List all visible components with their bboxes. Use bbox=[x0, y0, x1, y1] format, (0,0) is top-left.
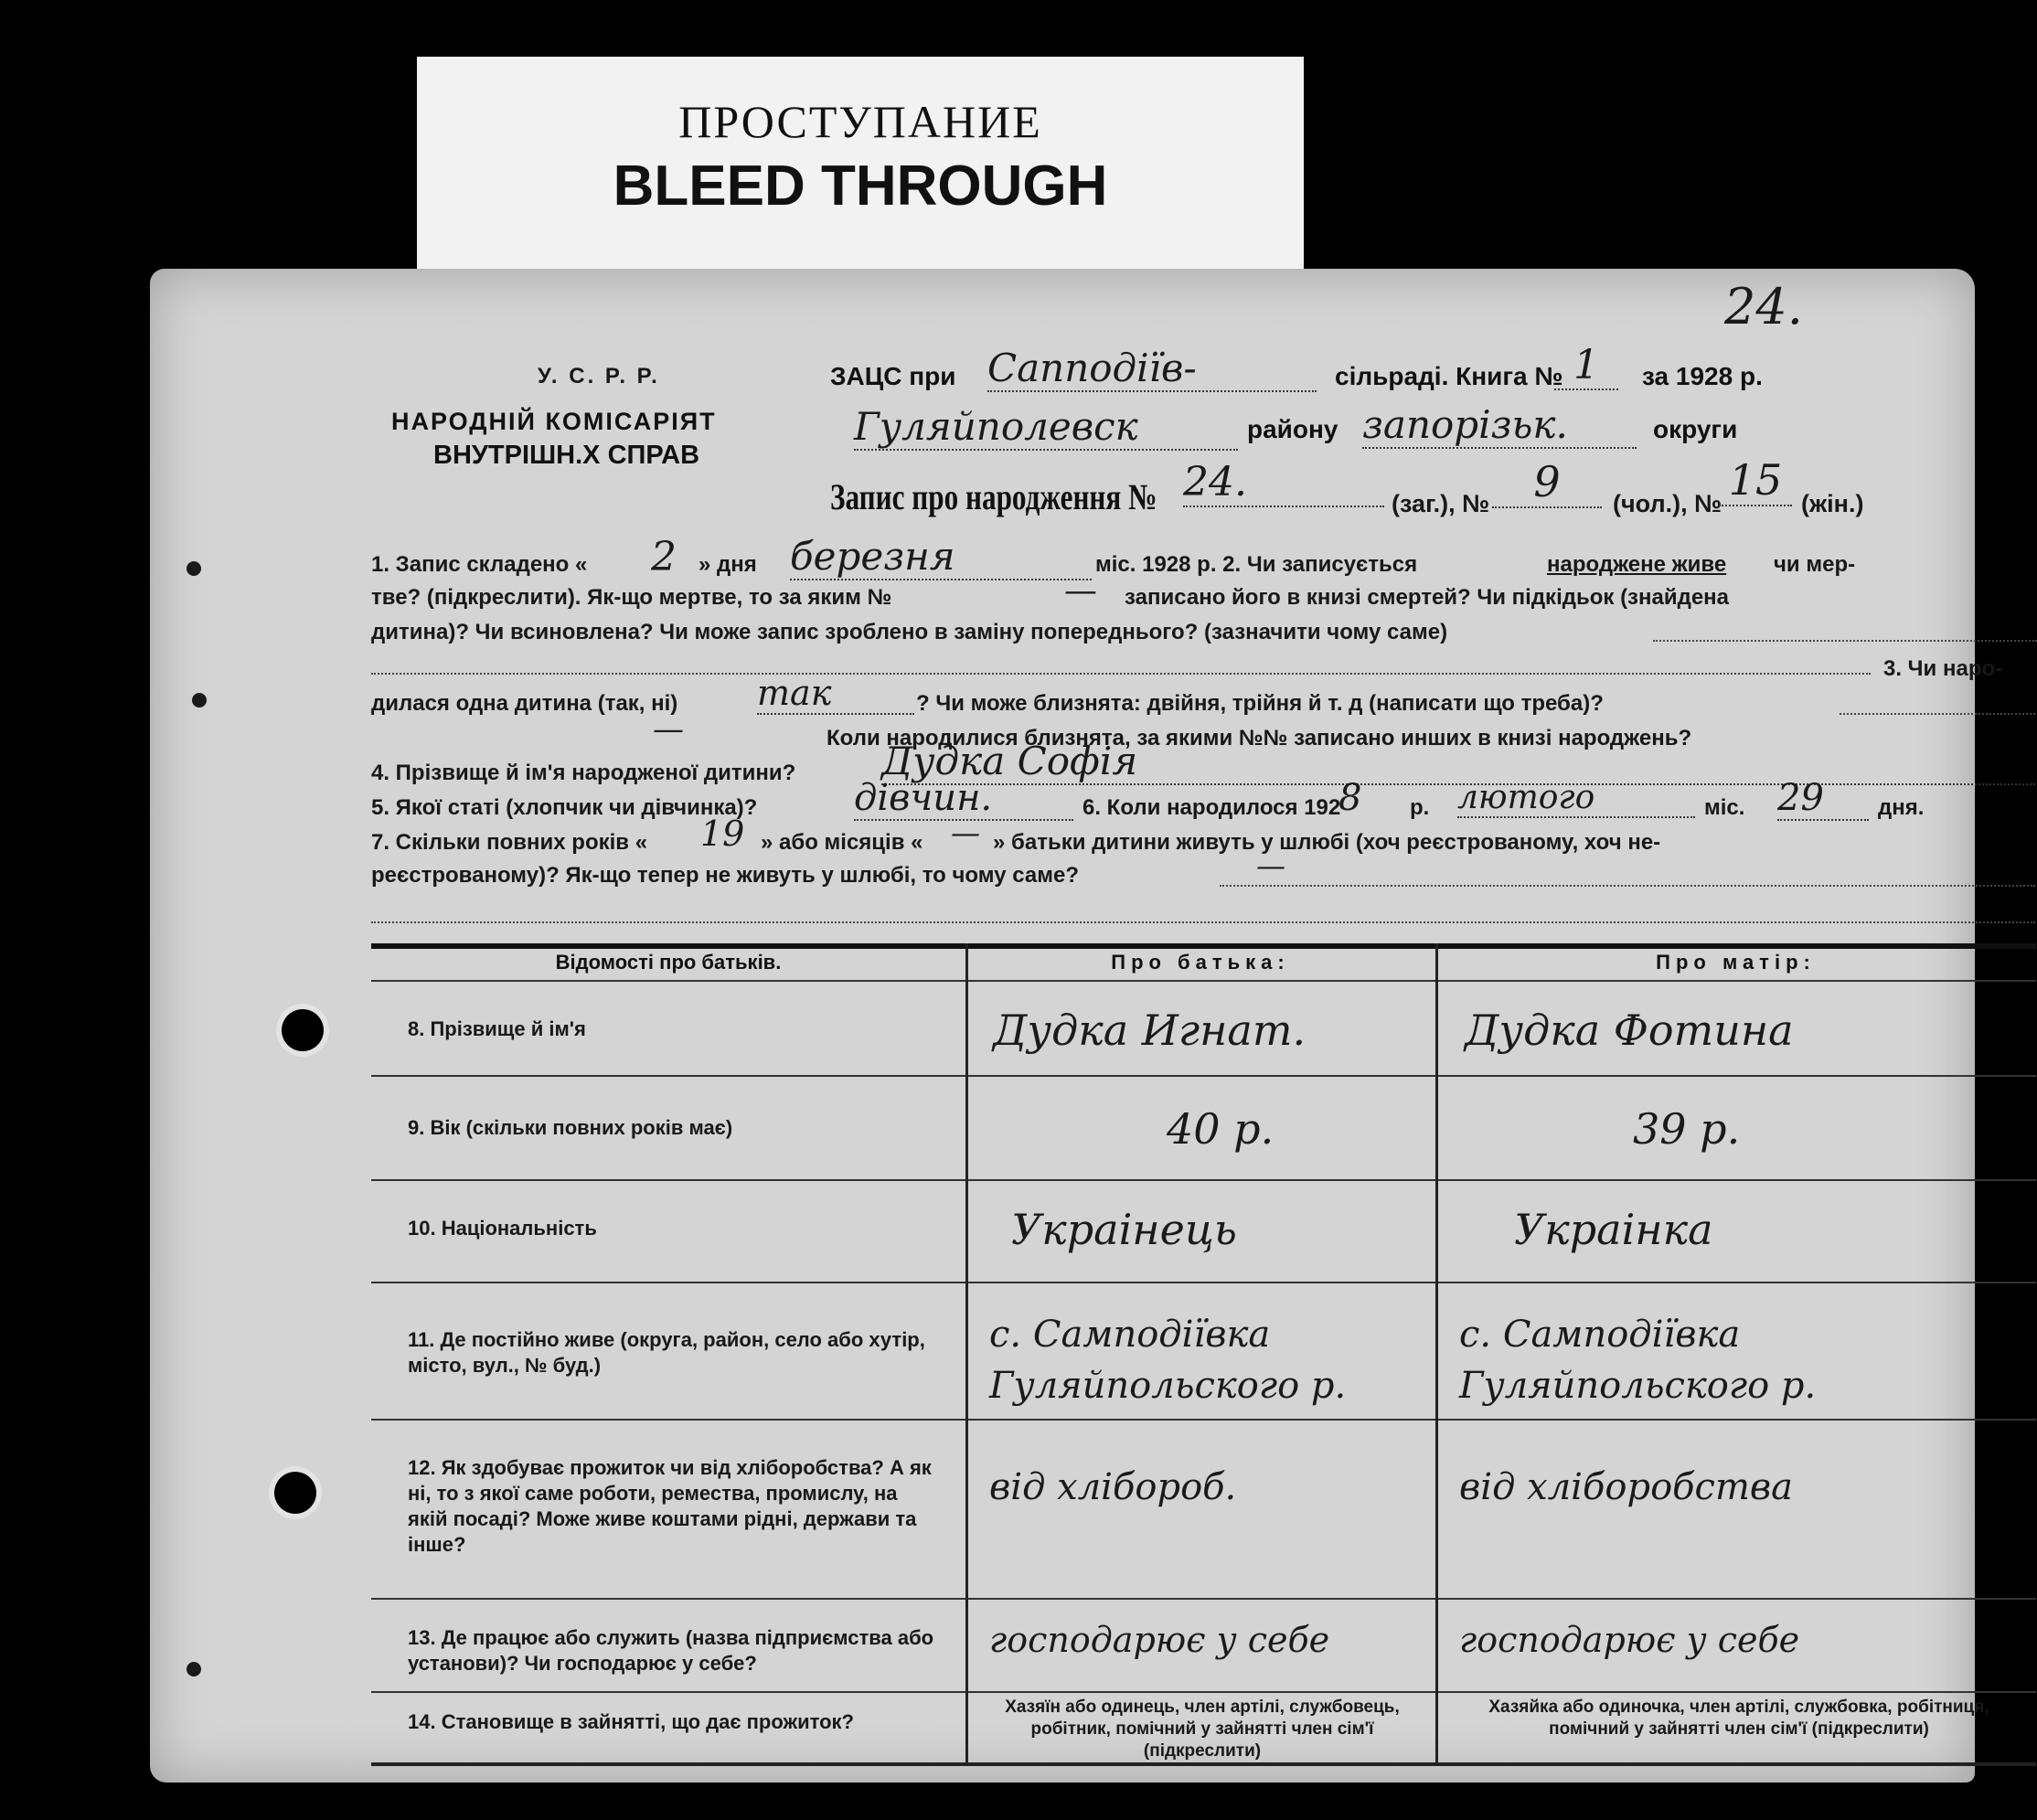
q1-day: 2 bbox=[651, 534, 677, 580]
table-row-rule bbox=[371, 1075, 2036, 1077]
zacs-label: ЗАЦС при bbox=[830, 362, 956, 390]
father-nationality: Украінець bbox=[1011, 1205, 1237, 1254]
q1-dead-label: чи мер- bbox=[1774, 552, 1856, 577]
row-label-workplace: 13. Де працює або служить (назва підприємства або установи)? Чи господарює у себе? bbox=[408, 1626, 934, 1675]
q6-day: 29 bbox=[1777, 777, 1869, 821]
raion-label: району bbox=[1247, 415, 1338, 443]
q1-year-label: міс. 1928 р. 2. Чи записується bbox=[1095, 552, 1418, 577]
silradi-label: сільраді. Книга № bbox=[1335, 362, 1563, 390]
father-name: Дудка Игнат. bbox=[993, 1006, 1306, 1055]
q7-label: 7. Скільки повних років « bbox=[371, 830, 648, 855]
mother-name: Дудка Фотина bbox=[1465, 1006, 1794, 1055]
table-top-rule bbox=[371, 943, 2036, 949]
father-livelihood: від хлібороб. bbox=[989, 1466, 1237, 1508]
q7-months: — bbox=[951, 815, 980, 850]
father-occupation-status: Хазяїн або одинець, член артілі, службовець, робітник, помічний у зайнятті член сім'ї (підкреслити) bbox=[1005, 1698, 1400, 1761]
q6-mis-label: міс. bbox=[1704, 795, 1745, 820]
record-number-male: 9 bbox=[1492, 457, 1602, 508]
table-header-rule bbox=[371, 980, 2036, 982]
father-age: 40 р. bbox=[1167, 1104, 1274, 1154]
q7-years: 19 bbox=[700, 814, 745, 854]
father-residence: с. Самподіївка Гуляйпольского р. bbox=[989, 1314, 1347, 1407]
zag-label: (заг.), № bbox=[1392, 490, 1490, 517]
year-label: за 1928 р. bbox=[1642, 362, 1763, 390]
dotted-line bbox=[1220, 885, 2035, 887]
q7-label: » або місяців « bbox=[761, 830, 923, 855]
birth-record-page bbox=[150, 269, 2003, 1783]
row-label-name: 8. Прізвище й ім'я bbox=[408, 1017, 586, 1040]
q3-label: 3. Чи наро- bbox=[1883, 656, 2003, 681]
mother-workplace: господарює у себе bbox=[1459, 1620, 1800, 1660]
ministry-label: ВНУТРІШН.Х СПРАВ bbox=[433, 441, 700, 470]
q4-label: 4. Прізвище й ім'я народженої дитини? bbox=[371, 761, 796, 785]
father-workplace: господарює у себе bbox=[989, 1620, 1330, 1660]
q5-answer: дівчин. bbox=[854, 777, 1073, 821]
dotted-line bbox=[371, 673, 1871, 675]
mother-livelihood: від хліборобства bbox=[1459, 1466, 1794, 1508]
row-label-age: 9. Вік (скільки повних років має) bbox=[408, 1116, 733, 1139]
table-row-rule bbox=[371, 1419, 2036, 1421]
mother-age: 39 р. bbox=[1633, 1104, 1741, 1154]
punch-hole-bottom bbox=[274, 1472, 316, 1514]
ministry-label: НАРОДНІЙ КОМІСАРІЯТ bbox=[391, 408, 717, 435]
q3-text: дилася одна дитина (так, ні) bbox=[371, 691, 678, 716]
pin-mark bbox=[192, 693, 207, 708]
q2-text: записано його в книзі смертей? Чи підкідьок (знайдена bbox=[1125, 585, 1730, 610]
q1-day-suffix: » дня bbox=[699, 552, 757, 577]
row-label-residence: 11. Де постійно живе (округа, район, село або хутір, місто, вул., № буд.) bbox=[408, 1328, 925, 1377]
zhin-label: (жін.) bbox=[1801, 490, 1864, 517]
mother-occupation-status: Хазяйка або одиночка, член артілі, службовка, робітниця, помічний у зайнятті член сім'ї (підкреслити) bbox=[1488, 1698, 1989, 1739]
q7-label: » батьки дитини живуть у шлюбі (хоч реєстрованому, хоч не- bbox=[993, 830, 1661, 855]
q4-answer: Дудка Софія bbox=[881, 739, 2035, 785]
pin-mark bbox=[187, 1662, 201, 1676]
q6-r-label: р. bbox=[1410, 795, 1430, 820]
dotted-line bbox=[1653, 640, 2037, 642]
q5-label: 5. Якої статі (хлопчик чи дівчинка)? bbox=[371, 795, 758, 820]
q6-year: 8 bbox=[1338, 777, 1362, 819]
chol-label: (чол.), № bbox=[1613, 490, 1722, 517]
q2-text: тве? (підкреслити). Як-що мертве, то за яким № bbox=[371, 585, 892, 610]
table-row-rule bbox=[371, 1691, 2036, 1693]
column-rule bbox=[1435, 943, 1438, 1762]
q6-dnya-label: дня. bbox=[1878, 795, 1925, 820]
punch-hole-top bbox=[282, 1009, 324, 1051]
book-number: 1 bbox=[1554, 342, 1618, 390]
zacs-value: Сапподіїв- bbox=[987, 346, 1317, 392]
table-bottom-rule bbox=[371, 1762, 2036, 1766]
q1-live-underlined: народжене живе bbox=[1547, 552, 1727, 577]
col-header-father: Про батька: bbox=[1111, 951, 1290, 974]
record-title: Запис про народження № bbox=[830, 476, 1157, 517]
q7-dash: — bbox=[1256, 848, 1285, 883]
row-label-nationality: 10. Національність bbox=[408, 1217, 597, 1240]
column-rule bbox=[965, 943, 968, 1762]
okrug-label: округи bbox=[1653, 415, 1738, 443]
q3-dash: — bbox=[653, 711, 684, 748]
q2-text: дитина)? Чи всиновлена? Чи може запис зроблено в заміну попереднього? (зазначити чому саме) bbox=[371, 620, 1448, 644]
q6-month: лютого bbox=[1457, 779, 1695, 818]
table-row-rule bbox=[371, 1179, 2036, 1181]
q3-answer: так bbox=[757, 673, 914, 715]
slip-label-en: BLEED THROUGH bbox=[613, 154, 1108, 218]
row-label-occupation-status: 14. Становище в зайнятті, що дає прожиток? bbox=[408, 1710, 854, 1733]
mother-nationality: Украінка bbox=[1514, 1205, 1713, 1254]
pin-mark bbox=[187, 561, 201, 576]
q3-text: Коли народилися близнята, за якими №№ записано инших в книзі народжень? bbox=[827, 726, 1692, 750]
ussr-label: У. С. Р. Р. bbox=[538, 364, 660, 388]
mother-residence: с. Самподіївка Гуляйпольского р. bbox=[1459, 1314, 1817, 1407]
record-number-total: 24. bbox=[1183, 459, 1384, 507]
q6-label: 6. Коли народилося 192 bbox=[1082, 795, 1341, 820]
raion-value: Гуляйполевск bbox=[854, 404, 1238, 451]
q1-month: березня bbox=[790, 534, 1092, 580]
slip-label-ru: ПРОСТУПАНИЕ bbox=[678, 96, 1042, 147]
col-header-info: Відомості про батьків. bbox=[555, 951, 782, 974]
page-number: 24. bbox=[1724, 278, 1803, 335]
table-row-rule bbox=[371, 1282, 2036, 1283]
row-label-livelihood: 12. Як здобуває прожиток чи від хліборобства? А як ні, то з якої саме роботи, ремества, промислу, на якій посаді? Може живе коштами рідні, держави та інше? bbox=[408, 1456, 932, 1556]
q7-text: реєстрованому)? Як-що тепер не живуть у шлюбі, то чому саме? bbox=[371, 863, 1079, 888]
okrug-value: запорізьк. bbox=[1362, 402, 1637, 449]
q1-prefix: 1. Запис складено « bbox=[371, 552, 588, 577]
bleed-through-slip bbox=[417, 57, 1304, 283]
table-row-rule bbox=[371, 1598, 2036, 1600]
parents-table bbox=[371, 943, 2036, 1762]
dotted-line bbox=[1840, 713, 2035, 715]
col-header-mother: Про матір: bbox=[1656, 951, 1816, 974]
q2-dash: — bbox=[1064, 572, 1097, 610]
dotted-line bbox=[371, 921, 2035, 923]
q3-text: ? Чи може близнята: двійня, трійня й т. д (написати що треба)? bbox=[916, 691, 1604, 716]
record-number-female: 15 bbox=[1719, 455, 1792, 506]
